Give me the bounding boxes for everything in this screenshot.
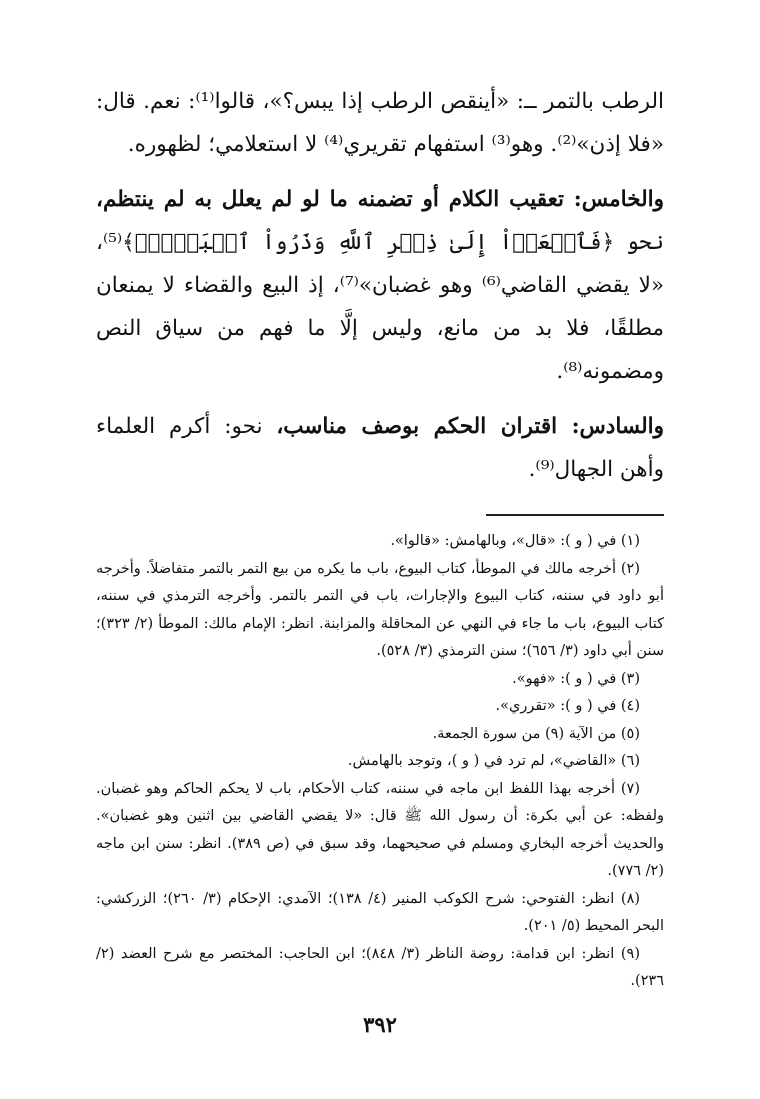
footnote-4: (٤) في ( و ): «تقرري». — [495, 698, 640, 714]
paragraph-3-body: نحو: أكرم العلماء وأهن الجهال⁽⁹⁾. — [96, 414, 664, 482]
paragraph-1: الرطب بالتمر ــ: «أينقص الرطب إذا يبس؟»، قالوا⁽¹⁾: نعم. قال: «فلا إذن»⁽²⁾. وهو⁽³⁾ استفهام تقريري⁽⁴⁾ لا استعلامي؛ لظهوره. — [96, 89, 664, 157]
paragraph-2-body: نحو ﴿فَٱسۡعَوۡاْ إِلَىٰ ذِكۡرِ ٱللَّهِ وَذَرُواْ ٱلۡبَيۡعَۚ﴾⁽⁵⁾، «لا يقضي القاضي⁽⁶⁾ وهو غضبان»⁽⁷⁾، إذ البيع والقضاء لا يمنعان مطلقًا، فلا بد من مانع، وليس إلَّا ما فهم من سياق النص ومضمونه⁽⁸⁾. — [96, 230, 664, 384]
footnote-9: (٩) انظر: ابن قدامة: روضة الناظر (٣/ ٨٤٨)؛ ابن الحاجب: المختصر مع شرح العضد (٢/ ٢٣٦). — [96, 945, 664, 989]
paragraph-3-heading: والسادس: اقتران الحكم بوصف مناسب، — [276, 414, 664, 439]
footnote-3: (٣) في ( و ): «فهو». — [512, 670, 640, 687]
paragraph-3 — [96, 405, 664, 491]
paragraph-2-heading: والخامس: تعقيب الكلام أو تضمنه ما لو لم يعلل به لم ينتظم، — [96, 187, 664, 212]
footnote-separator — [486, 514, 664, 516]
paragraph-2 — [96, 178, 664, 393]
main-text — [96, 80, 664, 491]
footnote-2: (٢) أخرجه مالك في الموطأ، كتاب البيوع، باب ما يكره من بيع التمر بالتمر متفاضلاً. وأخرجه أبو داود في سننه، كتاب البيوع والإجارات، باب في التمر بالتمر. وأخرجه الترمذي في سننه، كتاب البيوع، باب ما جاء في النهي عن المحاقلة والمزابنة. انظر: الإمام مالك: الموطأ (٢/ ٣٢٣)؛ سنن أبي داود (٣/ ٦٥٦)؛ سنن الترمذي (٣/ ٥٢٨). — [96, 560, 664, 659]
footnotes — [96, 528, 664, 996]
footnote-8: (٨) انظر: الفتوحي: شرح الكوكب المنير (٤/ ١٣٨)؛ الآمدي: الإحكام (٣/ ٢٦٠)؛ الزركشي: البحر المحيط (٥/ ٢٠١). — [96, 890, 664, 934]
page-number: ٣٩٢ — [363, 1012, 397, 1037]
footnote-5: (٥) من الآية (٩) من سورة الجمعة. — [432, 725, 640, 742]
footnote-6: (٦) «القاضي»، لم ترد في ( و )، وتوجد بالهامش. — [347, 753, 640, 769]
footnote-1: (١) في ( و ): «قال»، وبالهامش: «قالوا». — [390, 533, 640, 549]
footnote-7: (٧) أخرجه بهذا اللفظ ابن ماجه في سننه، كتاب الأحكام، باب لا يحكم الحاكم وهو غضبان. ولفظه: عن أبي بكرة: أن رسول الله ﷺ قال: «لا يقضي القاضي بين اثنين وهو غضبان». والحديث أخرجه البخاري ومسلم في صحيحهما، وقد سبق في (ص ٣٨٩). انظر: سنن ابن ماجه (٢/ ٧٧٦). — [96, 780, 665, 879]
